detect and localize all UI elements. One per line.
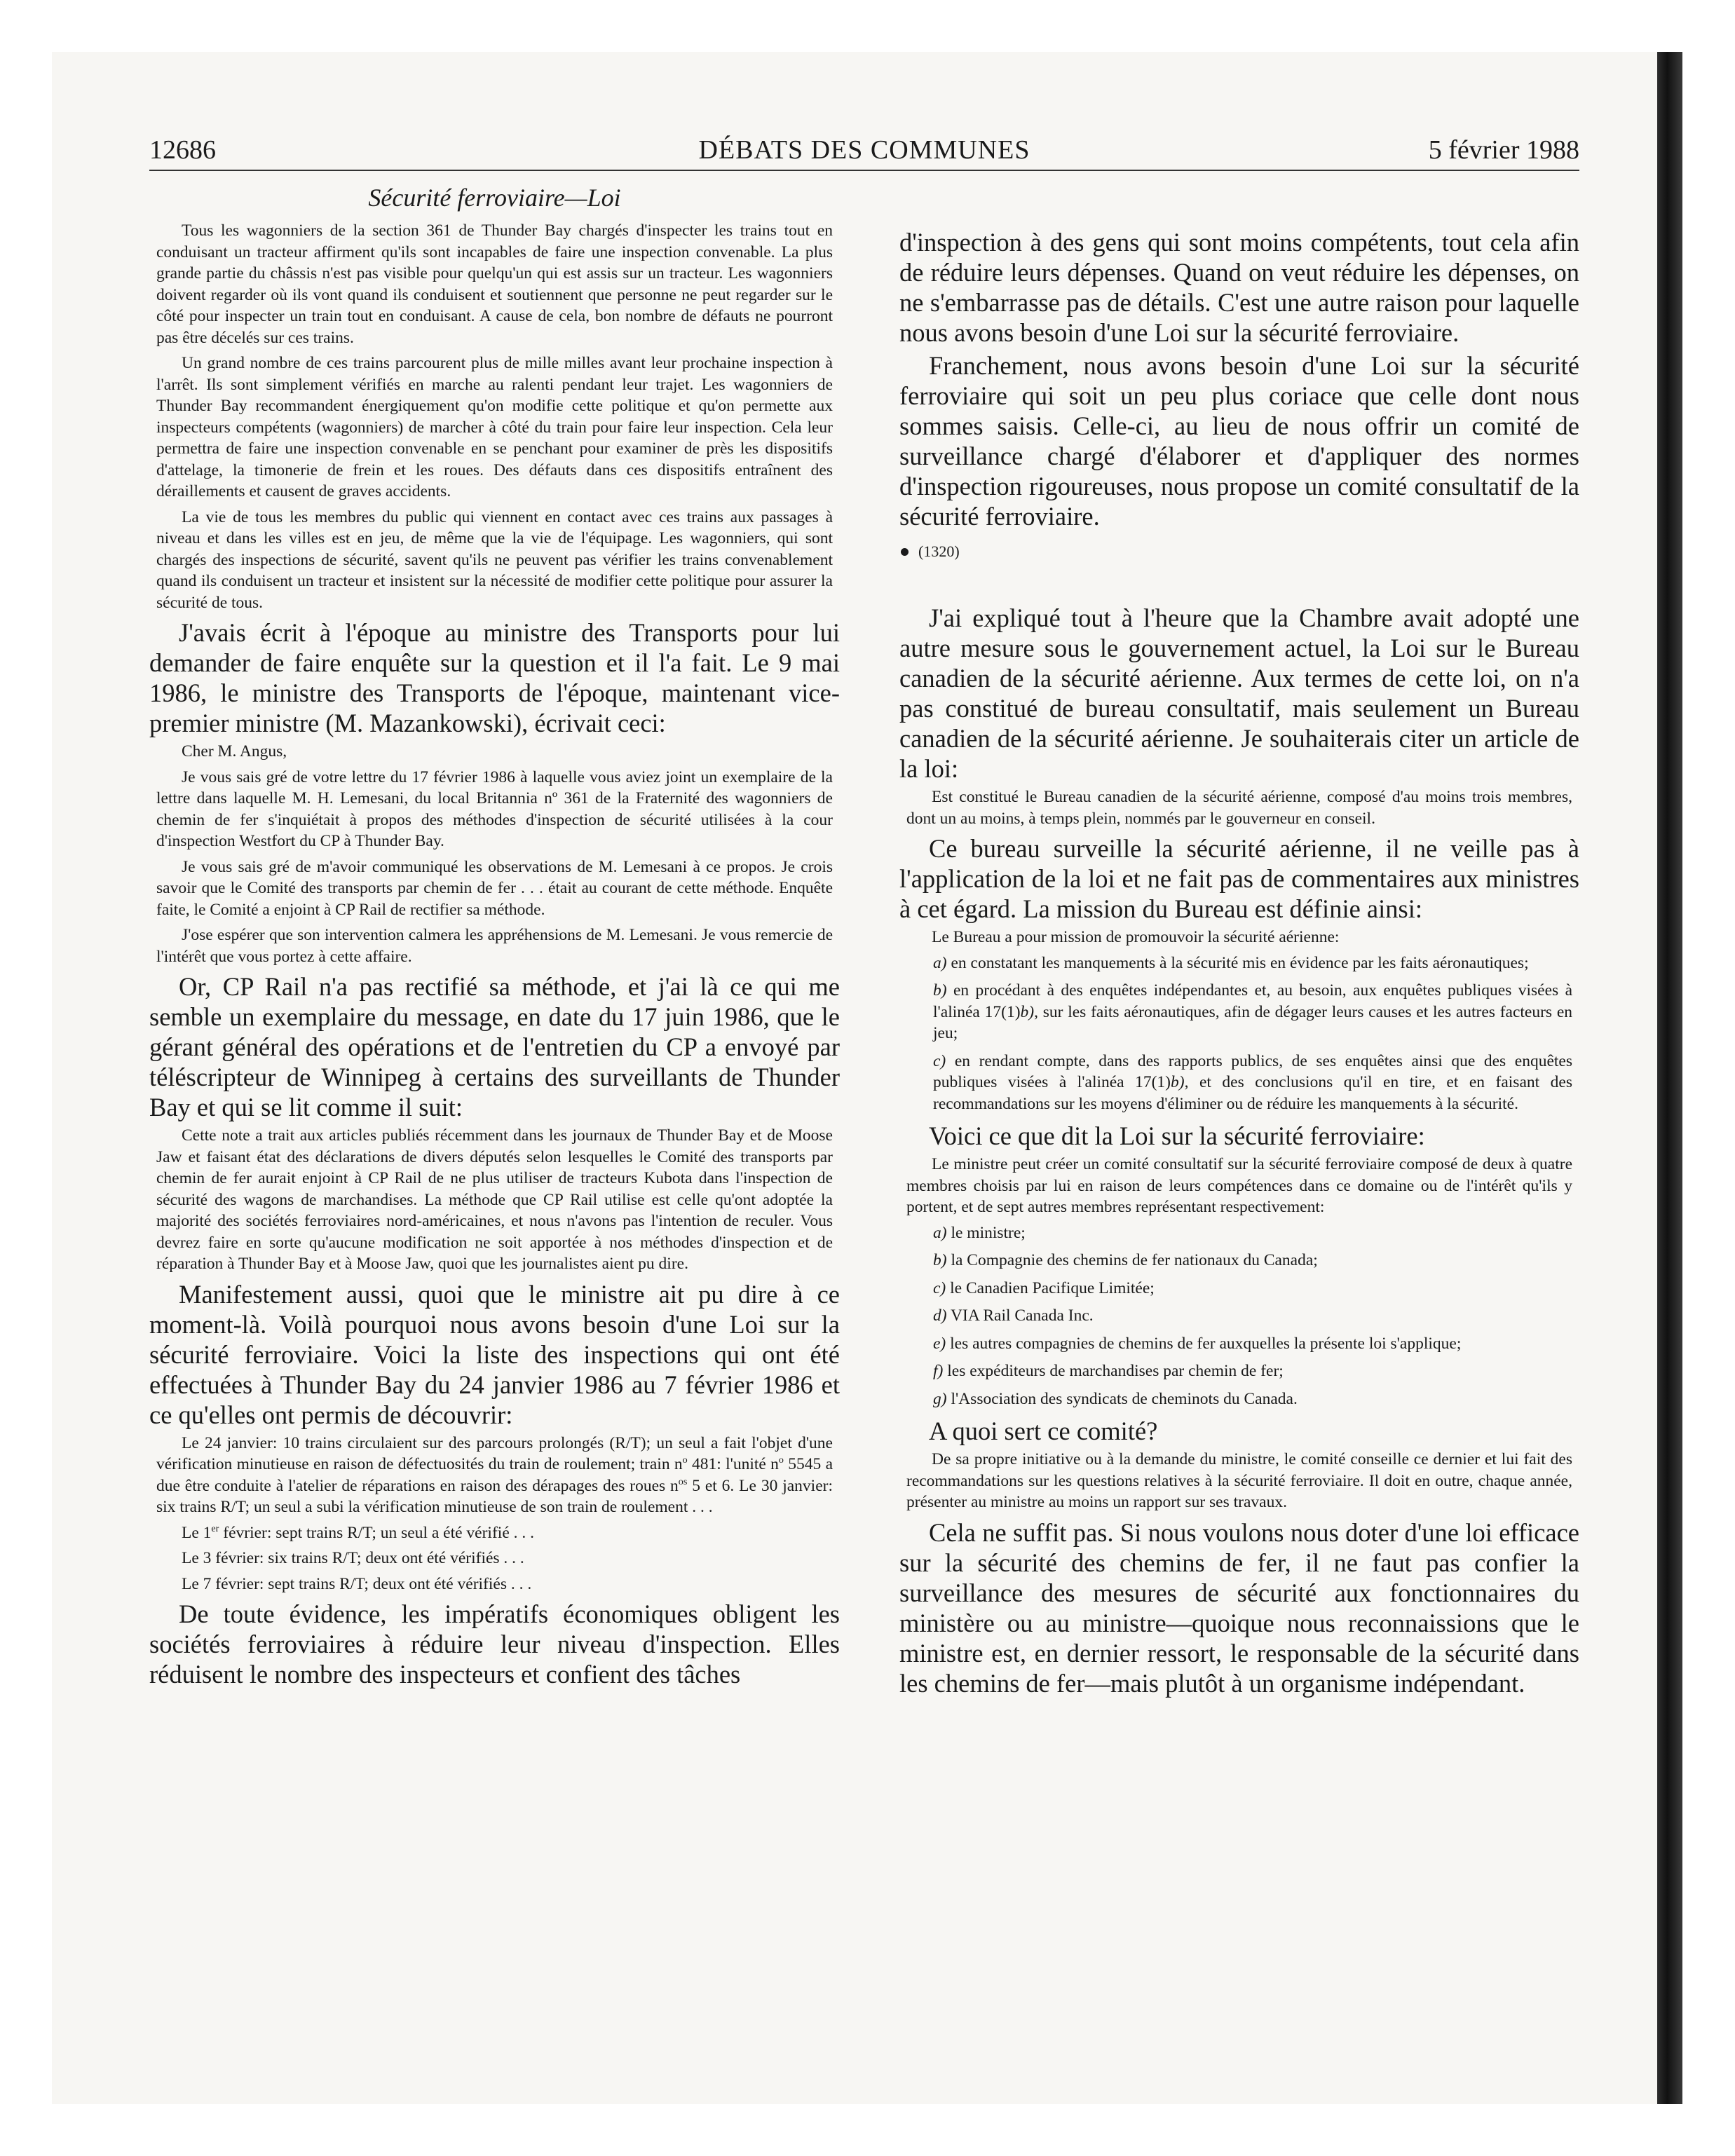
speech-paragraph: De toute évidence, les impératifs économiques obligent les sociétés ferroviaires à réduire leur niveau d'inspection. Elles réduisent le nombre des inspecteurs et confient des tâches xyxy=(149,1599,840,1688)
journal-title: DÉBATS DES COMMUNES xyxy=(698,135,1030,165)
inspection-entry: Le 3 février: six trains R/T; deux ont été vérifiés . . . xyxy=(182,1549,524,1567)
letter-salutation: Cher M. Angus, xyxy=(182,742,287,760)
law-item: b) en procédant à des enquêtes indépendantes et, au besoin, aux enquêtes publiques visées à l'alinéa 17(1)b), sur les faits aéronautiques, afin de dégager leurs causes et les autres facteurs en jeu; xyxy=(933,981,1573,1042)
law-item: a) en constatant les manquements à la sécurité mis en évidence par les faits aéronautiques; xyxy=(933,953,1529,972)
quoted-paragraph: Un grand nombre de ces trains parcourent plus de mille milles avant leur prochaine inspection à l'arrêt. Ils sont simplement vérifiés en marche au ralenti pendant leur trajet. Les wagonniers de Thunder Bay recommandent énergiquement qu'on modifie cette politique et qu'on permette aux inspecteurs compétents (wagonniers) de marcher à côté du train pour faire leur inspection. Cela leur permettra de faire une inspection convenable en se penchant pour examiner de près les dispositifs d'attelage, la timonerie de frein et les roues. Des défauts dans ces dispositifs entraînent des déraillements et causent de graves accidents. xyxy=(156,354,833,500)
law-item: d) VIA Rail Canada Inc. xyxy=(933,1306,1094,1325)
law-item: e) les autres compagnies de chemins de fer auxquelles la présente loi s'applique; xyxy=(933,1334,1462,1353)
law-quote: De sa propre initiative ou à la demande du ministre, le comité conseille ce dernier et lui fait des recommandations sur les questions relatives à la sécurité ferroviaire. Il doit en outre, chaque année, présenter au ministre au moins un rapport sur ses travaux. xyxy=(906,1450,1572,1511)
speech-paragraph: A quoi sert ce comité? xyxy=(929,1417,1158,1445)
bullet-icon xyxy=(901,548,909,556)
left-column xyxy=(149,219,840,1692)
issue-date: 5 février 1988 xyxy=(1428,135,1579,165)
page-number: 12686 xyxy=(149,135,216,165)
letter-paragraph: J'ose espérer que son intervention calmera les appréhensions de M. Lemesani. Je vous remercie de l'intérêt que vous portez à cette affaire. xyxy=(156,926,833,966)
inspection-entry: Le 1er février: sept trains R/T; un seul a été vérifié . . . xyxy=(182,1522,534,1542)
speech-paragraph: J'ai expliqué tout à l'heure que la Chambre avait adopté une autre mesure sous le gouvernement actuel, la Loi sur le Bureau canadien de la sécurité aérienne. Aux termes de cette loi, on n'a pas constitué de bureau consultatif, mais seulement un Bureau canadien de la sécurité aérienne. Je souhaiterais citer un article de la loi: xyxy=(899,603,1579,783)
speech-paragraph: Or, CP Rail n'a pas rectifié sa méthode, et j'ai là ce qui me semble un exemplaire du message, en date du 17 juin 1986, que le gérant général des opérations et de l'entretien du CP a envoyé par téléscripteur de Winnipeg à certains des surveillants de Thunder Bay et qui se lit comme il suit: xyxy=(149,972,840,1121)
speech-paragraph: Franchement, nous avons besoin d'une Loi sur la sécurité ferroviaire qui soit un peu plus coriace que celle dont nous sommes saisis. Celle-ci, au lieu de nous offrir un comité de surveillance chargé d'élaborer et d'appliquer des normes d'inspection rigoureuses, nous propose un comité consultatif de la sécurité ferroviaire. xyxy=(899,351,1579,531)
law-item: f) les expéditeurs de marchandises par chemin de fer; xyxy=(933,1362,1284,1380)
page-header xyxy=(149,130,1579,171)
letter-paragraph: Je vous sais gré de m'avoir communiqué les observations de M. Lemesani à ce propos. Je crois savoir que le Comité des transports par chemin de fer . . . était au courant de cette méthode. Enquête faite, le Comité a enjoint à CP Rail de rectifier sa méthode. xyxy=(156,857,833,919)
inspection-entry: Le 24 janvier: 10 trains circulaient sur des parcours prolongés (R/T); un seul a fait l'objet d'une vérification minutieuse en raison de défectuosités du train de roulement; train $n^o$ 481: l'unité $n^o$ 5545 a due être conduite à l'atelier de réparations en raison des dérapages des roues $n^{os}$ 5 et 6. Le 30 janvier: six trains R/T; un seul a subi la vérification minutieuse de son train de roulement . . . xyxy=(156,1433,834,1516)
telex-quote: Cette note a trait aux articles publiés récemment dans les journaux de Thunder Bay et de Moose Jaw et faisant état des déclarations de divers députés selon lesquelles le Comité des transports par chemin de fer aurait enjoint à CP Rail de ne plus utiliser de tracteurs Kubota dans l'inspection de sécurité des wagons de marchandises. La méthode que CP Rail utilise est celle qu'ont adoptée la majorité des sociétés ferroviaires nord-américaines, et nous n'avons pas l'intention de reculer. Vous devrez faire en sorte qu'aucune modification ne soit apportée à nos méthodes d'inspection et de réparation à Thunder Bay et à Moose Jaw, quoi que les journalistes aient pu dire. xyxy=(156,1126,833,1273)
letter-paragraph: Je vous sais gré de votre lettre du 17 février 1986 à laquelle vous aviez joint un exemplaire de la lettre dans laquelle M. H. Lemesani, du local Britannia nº 361 de la Fraternité des wagonniers de chemin de fer s'inquiétait à propos des méthodes d'inspection de sécurité utilisées à la cour d'inspection Westfort du CP à Thunder Bay. xyxy=(156,767,833,850)
law-item: c) en rendant compte, dans des rapports publics, de ses enquêtes ainsi que des enquêtes publiques visées à l'alinéa 17(1)b), et des conclusions qu'il en tire, et en faisant des recommandations sur les moyens d'éliminer ou de réduire les manquements à la sécurité. xyxy=(933,1051,1572,1113)
law-item: g) l'Association des syndicats de cheminots du Canada. xyxy=(933,1389,1298,1408)
time-marker: (1320) xyxy=(901,541,1579,562)
quoted-paragraph: La vie de tous les membres du public qui viennent en contact avec ces trains aux passages à niveau et dans les villes est en jeu, de même que la vie de l'équipage. Les wagonniers, qui sont chargés des inspections de sécurité, savent qu'ils ne peuvent pas vérifier les trains convenablement quand ils conduisent un tracteur et insistent sur la nécessité de modifier cette politique pour assurer la sécurité de tous. xyxy=(156,507,833,612)
inspection-entry: Le 7 février: sept trains R/T; deux ont été vérifiés . . . xyxy=(182,1574,532,1593)
scan-edge-strip xyxy=(1657,52,1682,2104)
speech-paragraph: Voici ce que dit la Loi sur la sécurité ferroviaire: xyxy=(929,1121,1425,1150)
law-item: a) le ministre; xyxy=(933,1223,1026,1242)
section-title: Sécurité ferroviaire—Loi xyxy=(368,184,621,212)
speech-paragraph: Cela ne suffit pas. Si nous voulons nous doter d'une loi efficace sur la sécurité des chemins de fer, il ne faut pas confier la surveillance des mesures de sécurité aux fonctionnaires du ministère ou au ministre—quoique nous reconnaissions que le ministre est, en dernier ressort, le responsable de la sécurité dans les chemins de fer—mais plutôt à un organisme indépendant. xyxy=(899,1517,1579,1698)
law-quote: Le Bureau a pour mission de promouvoir la sécurité aérienne: xyxy=(932,928,1340,946)
right-column xyxy=(899,227,1579,1701)
speech-paragraph: d'inspection à des gens qui sont moins compétents, tout cela afin de réduire leurs dépenses. Quand on veut réduire les dépenses, on ne s'embarrasse pas de détails. C'est une autre raison pour laquelle nous avons besoin d'une Loi sur la sécurité ferroviaire. xyxy=(899,228,1579,347)
quoted-paragraph: Tous les wagonniers de la section 361 de Thunder Bay chargés d'inspecter les trains tout en conduisant un tracteur affirment qu'ils sont incapables de faire une inspection convenable. La plus grande partie du châssis n'est pas visible pour quelqu'un qui est assis sur un tracteur. Les wagonniers doivent regarder où ils vont quand ils conduisent et soutiennent que personne ne peut regarder sur le côté pour inspecter un train tout en conduisant. A cause de cela, bon nombre de défauts ne pourront pas être décelés sur ces trains. xyxy=(156,221,833,347)
law-item: c) le Canadien Pacifique Limitée; xyxy=(933,1278,1155,1297)
speech-paragraph: Ce bureau surveille la sécurité aérienne, il ne veille pas à l'application de la loi et ne fait pas de commentaires aux ministres à cet égard. La mission du Bureau est définie ainsi: xyxy=(899,834,1579,923)
speech-paragraph: J'avais écrit à l'époque au ministre des Transports pour lui demander de faire enquête sur la question et il l'a fait. Le 9 mai 1986, le ministre des Transports de l'époque, maintenant vice-premier ministre (M. Mazankowski), écrivait ceci: xyxy=(149,618,840,737)
law-quote: Le ministre peut créer un comité consultatif sur la sécurité ferroviaire composé de deux à quatre membres choisis par lui en raison de leurs compétences dans ce domaine ou de l'intérêt qu'ils y portent, et de sept autres membres représentant respectivement: xyxy=(906,1155,1572,1216)
law-item: b) la Compagnie des chemins de fer nationaux du Canada; xyxy=(933,1251,1318,1269)
law-quote: Est constitué le Bureau canadien de la sécurité aérienne, composé d'au moins trois membres, dont un au moins, à temps plein, nommés par le gouverneur en conseil. xyxy=(906,788,1572,828)
speech-paragraph: Manifestement aussi, quoi que le ministre ait pu dire à ce moment-là. Voilà pourquoi nous avons besoin d'une Loi sur la sécurité ferroviaire. Voici la liste des inspections qui ont été effectuées à Thunder Bay du 24 janvier 1986 au 7 février 1986 et ce qu'elles ont permis de découvrir: xyxy=(149,1279,840,1429)
